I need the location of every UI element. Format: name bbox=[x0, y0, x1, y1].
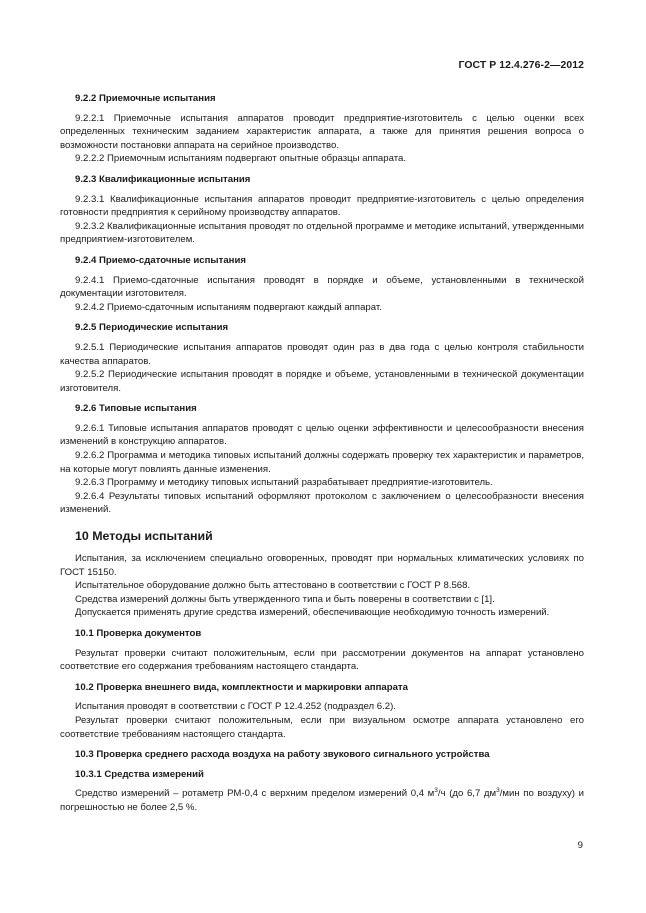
paragraph-9-2-5-2: 9.2.5.2 Периодические испытания проводят в порядке и объеме, установленными в технической документации изготовителя. bbox=[60, 369, 584, 394]
paragraph-9-2-3-2: 9.2.3.2 Квалификационные испытания проводят по отдельной программе и методике испытаний, утвержденными предприятием-изготовителем. bbox=[60, 220, 584, 246]
paragraph-10-3-1-instrument bbox=[60, 787, 584, 814]
cubic-superscript-1: 3 bbox=[434, 787, 438, 795]
instrument-text-part-2: /ч (до 6,7 дм bbox=[437, 788, 497, 800]
section-heading-10: 10 Методы испытаний bbox=[75, 529, 213, 544]
section-heading-10-3: 10.3 Проверка среднего расхода воздуха на работу звукового сигнального устройства bbox=[75, 749, 490, 761]
instrument-text-part-1: Средство измерений ‒ ротаметр РМ-0,4 с верхним пределом измерений 0,4 м bbox=[75, 788, 435, 800]
instrument-text-part-3: /мин по воздуху) и погрешностью не более 2,5 %. bbox=[60, 788, 584, 813]
paragraph-10-alternatives: Допускается применять другие средства измерений, обеспечивающие необходимую точность измерений. bbox=[75, 607, 550, 619]
paragraph-9-2-4-1: 9.2.4.1 Приемо-сдаточные испытания проводят в порядке и объеме, установленными в технической документации изготовителя. bbox=[60, 274, 584, 300]
section-heading-9-2-4: 9.2.4 Приемо-сдаточные испытания bbox=[75, 254, 246, 266]
paragraph-9-2-5-1: 9.2.5.1 Периодические испытания аппаратов проводят один раз в два года с целью контроля стабильности качества аппаратов. bbox=[60, 341, 584, 367]
paragraph-9-2-2-1: 9.2.2.1 Приемочные испытания аппаратов проводит предприятие-изготовитель с целью оценки всех определенных техническим заданием характеристик аппарата, а также для принятия решения вопроса о возможности постановки аппарата на серийное производство. bbox=[60, 112, 584, 151]
page-number: 9 bbox=[577, 840, 583, 851]
section-heading-9-2-5: 9.2.5 Периодические испытания bbox=[75, 322, 229, 334]
section-heading-10-3-1: 10.3.1 Средства измерений bbox=[75, 768, 204, 780]
paragraph-9-2-3-1: 9.2.3.1 Квалификационные испытания аппаратов проводит предприятие-изготовитель с целью определения готовности предприятия к серийному производству аппаратов. bbox=[60, 193, 584, 219]
paragraph-10-2-method: Испытания проводят в соответствии с ГОСТ Р 12.4.252 (подраздел 6.2). bbox=[75, 701, 396, 713]
section-heading-10-1: 10.1 Проверка документов bbox=[75, 628, 202, 639]
document-body bbox=[60, 92, 584, 815]
paragraph-10-equipment: Испытательное оборудование должно быть аттестовано в соответствии с ГОСТ Р 8.568. bbox=[75, 580, 471, 592]
paragraph-10-1-result: Результат проверки считают положительным, если при рассмотрении документов на аппарат установлено соответствие его содержания требованиям настоящего стандарта. bbox=[60, 647, 584, 673]
paragraph-9-2-6-3: 9.2.6.3 Программу и методику типовых испытаний разрабатывает предприятие-изготовитель. bbox=[75, 477, 493, 489]
paragraph-10-2-result: Результат проверки считают положительным, если при визуальном осмотре аппарата установлено его соответствие требованиям настоящего стандарта. bbox=[60, 714, 584, 740]
section-heading-9-2-3: 9.2.3 Квалификационные испытания bbox=[75, 173, 251, 185]
paragraph-9-2-6-2: 9.2.6.2 Программа и методика типовых испытаний должны содержать проверку тех характеристик и параметров, на которые могут повлиять данные изменения. bbox=[60, 450, 584, 475]
section-heading-9-2-6: 9.2.6 Типовые испытания bbox=[75, 403, 197, 415]
paragraph-10-conditions: Испытания, за исключением специально оговоренных, проводят при нормальных климатических условиях по ГОСТ 15150. bbox=[60, 553, 584, 578]
paragraph-9-2-4-2: 9.2.4.2 Приемо-сдаточным испытаниям подвергают каждый аппарат. bbox=[75, 301, 382, 313]
section-heading-10-2: 10.2 Проверка внешнего вида, комплектности и маркировки аппарата bbox=[75, 681, 408, 693]
paragraph-9-2-2-2: 9.2.2.2 Приемочным испытаниям подвергают опытные образцы аппарата. bbox=[75, 153, 407, 165]
section-heading-9-2-2: 9.2.2 Приемочные испытания bbox=[75, 93, 216, 104]
page-header-code: ГОСТ Р 12.4.276-2—2012 bbox=[458, 60, 584, 71]
paragraph-10-instruments: Средства измерений должны быть утвержденного типа и быть поверены в соответствии с [1]. bbox=[75, 593, 495, 605]
cubic-superscript-2: 3 bbox=[496, 787, 500, 795]
paragraph-9-2-6-1: 9.2.6.1 Типовые испытания аппаратов проводят с целью оценки эффективности и целесообразности внесения изменений в конструкцию аппаратов. bbox=[60, 422, 584, 448]
paragraph-9-2-6-4: 9.2.6.4 Результаты типовых испытаний оформляют протоколом с заключением о целесообразности внесения изменений. bbox=[60, 490, 584, 516]
